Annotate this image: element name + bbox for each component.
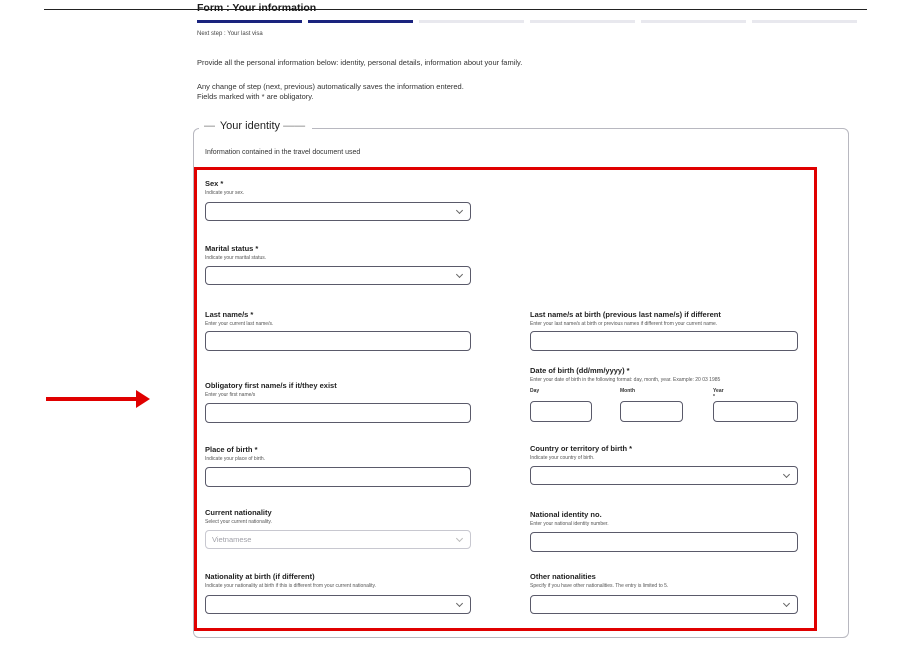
step-1-indicator [197,20,302,23]
sex-hint: Indicate your sex. [205,190,245,196]
place-of-birth-hint: Indicate your place of birth. [205,456,266,462]
date-of-birth-hint: Enter your date of birth in the following format: day, month, year. Example: 20 03 1985 [530,377,721,383]
date-of-birth-label: Date of birth (dd/mm/yyyy) * [530,366,630,375]
current-nationality-hint: Select your current nationality. [205,519,272,525]
nationality-at-birth-label: Nationality at birth (if different) [205,572,315,581]
current-nationality-label: Current nationality [205,508,272,517]
step-progress [197,20,863,23]
identity-description: Information contained in the travel document used [205,149,361,156]
next-step-label: Next step : Your last visa [197,31,263,37]
red-arrow-shaft [46,397,139,401]
last-name-at-birth-hint: Enter your last name/s at birth or previous names if different from your current name. [530,321,718,327]
step-3-indicator [419,20,524,23]
step-6-indicator [752,20,857,23]
day-label: Day [530,388,540,394]
month-label: Month [620,388,635,394]
step-2-indicator [308,20,413,23]
other-nationalities-hint: Specify if you have other nationalities. The entry is limited to 5. [530,583,669,589]
other-nationalities-label: Other nationalities [530,572,596,581]
last-name-at-birth-label: Last name/s at birth (previous last name/s) if different [530,310,721,319]
red-highlight-box [194,167,817,631]
country-of-birth-label: Country or territory of birth * [530,444,633,453]
page-title: Form : Your information [197,2,317,14]
step-4-indicator [530,20,635,23]
year-label: Year * [713,388,724,400]
required-note: Fields marked with * are obligatory. [197,92,314,101]
intro-text: Provide all the personal information below: identity, personal details, information about your family. [197,58,523,67]
national-id-label: National identity no. [530,510,602,519]
country-of-birth-hint: Indicate your country of birth. [530,455,595,461]
place-of-birth-label: Place of birth * [205,445,258,454]
current-nationality-select[interactable]: Vietnamese [205,530,471,549]
last-name-hint: Enter your current last name/s. [205,321,274,327]
nationality-at-birth-hint: Indicate your nationality at birth if this is different from your current nationality. [205,583,377,589]
national-id-hint: Enter your national identity number. [530,521,609,527]
identity-legend: — Your identity —— [199,120,312,132]
first-name-hint: Enter your first name/s [205,392,256,398]
red-arrow-icon [136,390,150,408]
last-name-label: Last name/s * [205,310,254,319]
autosave-note: Any change of step (next, previous) automatically saves the information entered. [197,82,464,91]
step-5-indicator [641,20,746,23]
marital-status-label: Marital status * [205,244,259,253]
first-name-label: Obligatory first name/s if it/they exist [205,381,337,390]
marital-status-hint: Indicate your marital status. [205,255,267,261]
sex-label: Sex * [205,179,224,188]
top-divider [44,9,867,10]
